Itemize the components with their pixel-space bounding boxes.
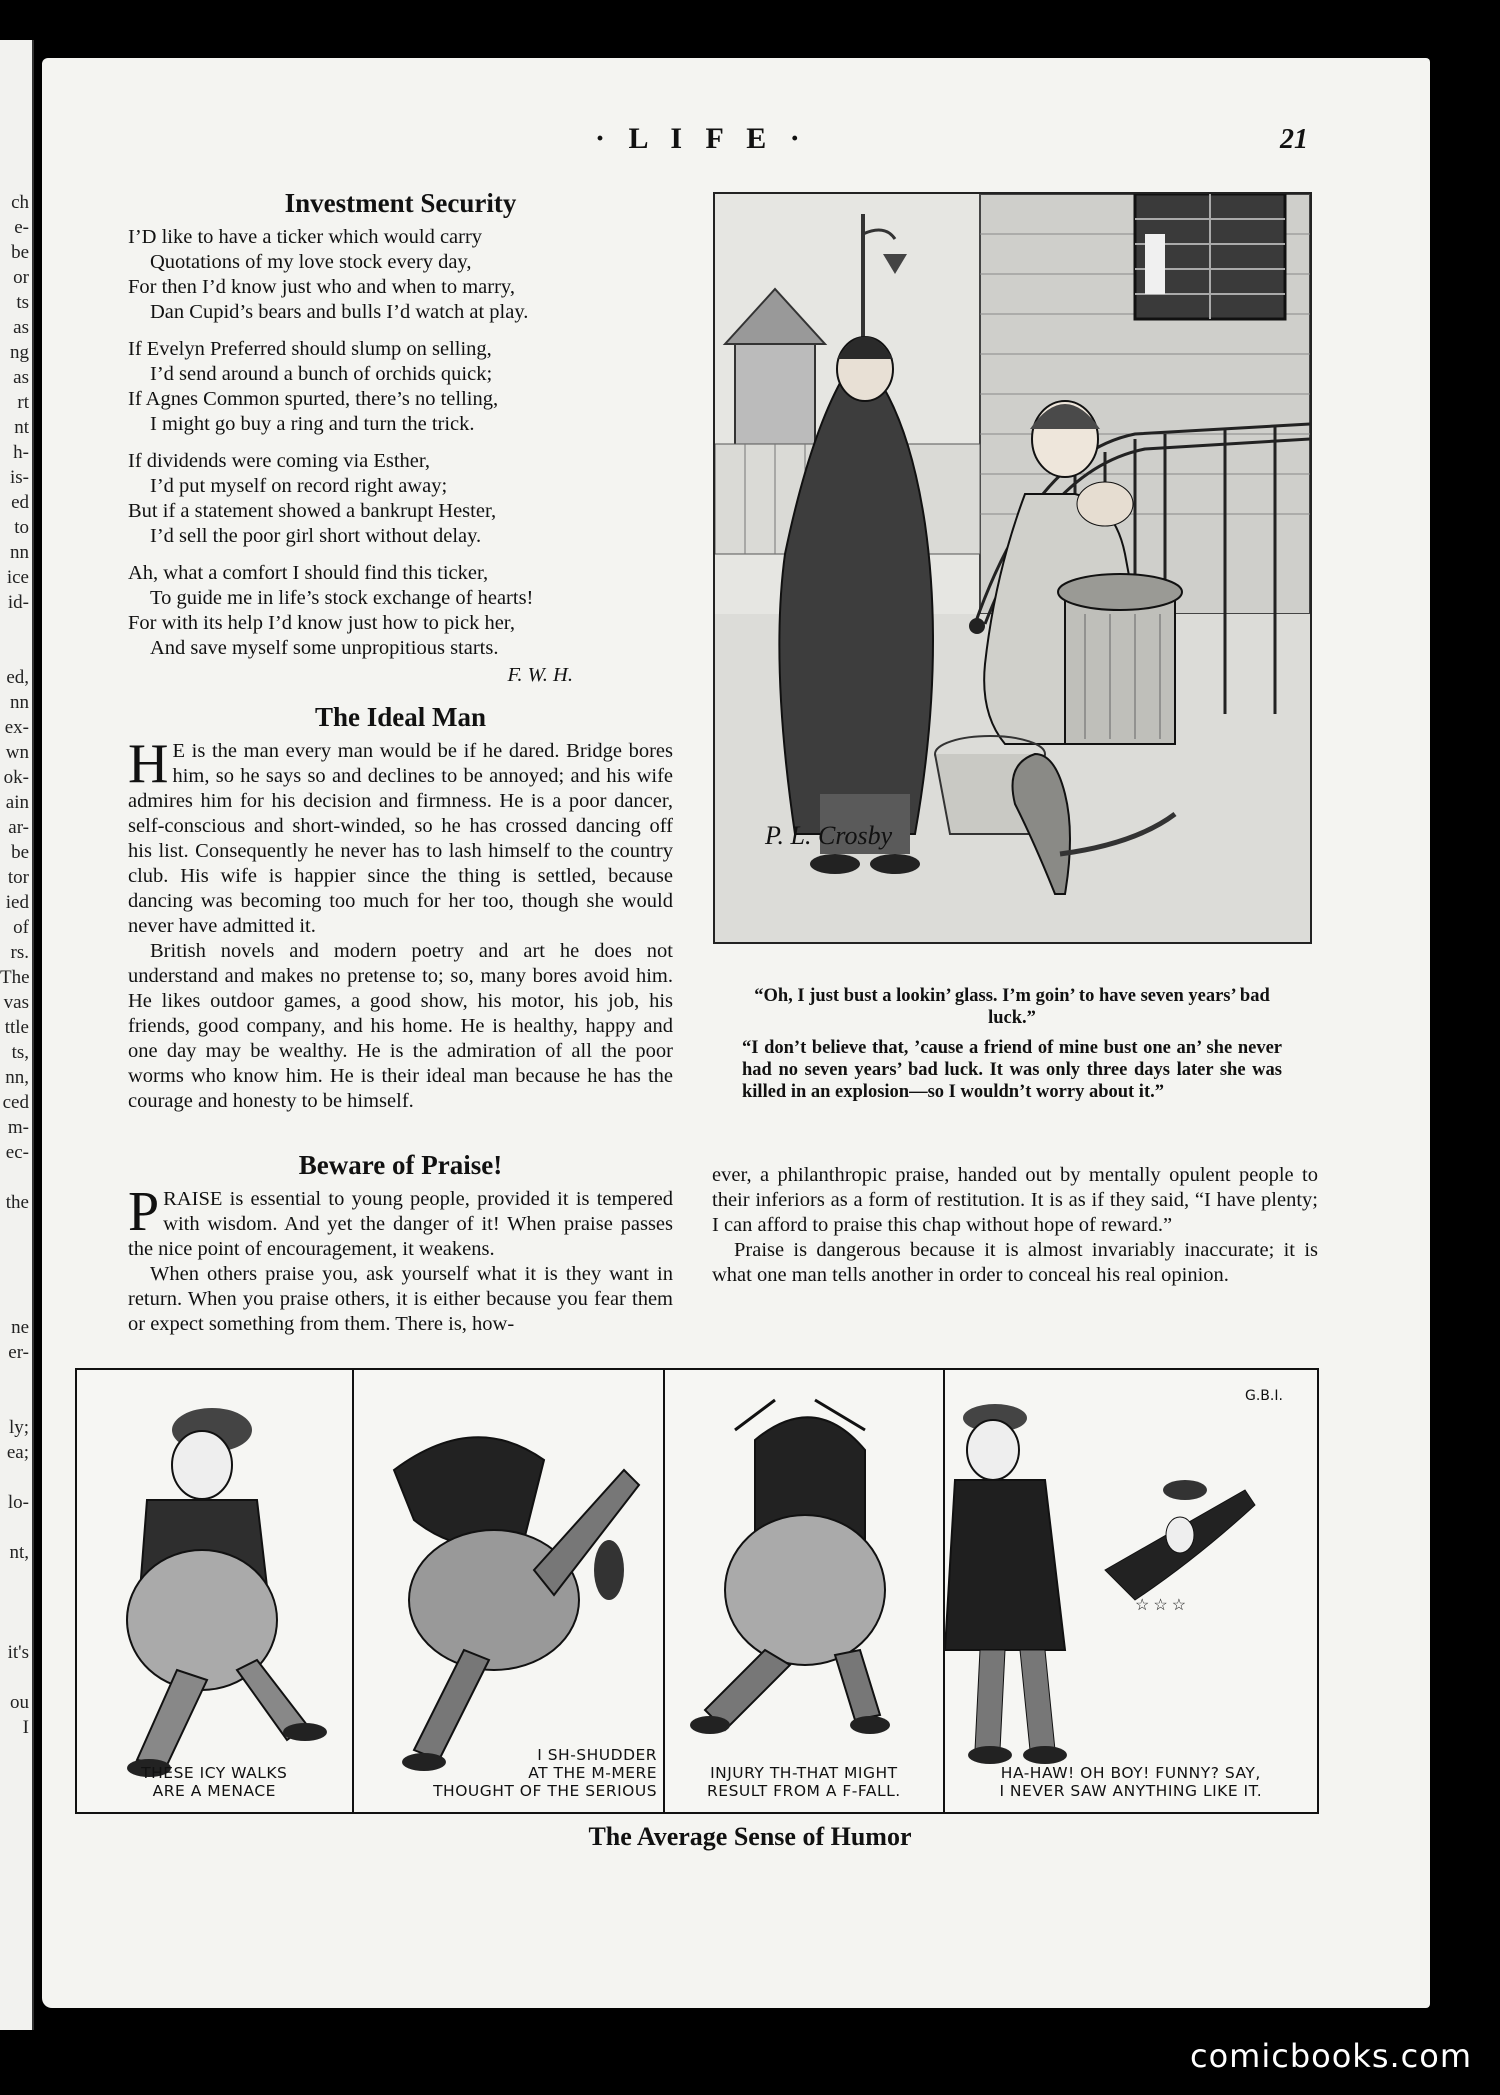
caption-line: “Oh, I just bust a lookin’ glass. I’m goin’ to have seven years’ bad luck.”	[754, 986, 1270, 1028]
caption-line: THESE ICY WALKS	[141, 1764, 288, 1782]
edge-fragment: ly;	[8, 1417, 29, 1438]
edge-fragment: e-	[14, 217, 29, 238]
article-paragraph	[128, 733, 673, 939]
facing-page-edge	[0, 40, 34, 2030]
poem-line: I might go buy a ring and turn the trick.	[150, 413, 475, 435]
poem-line: And save myself some unpropitious starts.	[150, 637, 499, 659]
edge-fragment	[0, 615, 32, 640]
edge-fragment: id-	[7, 592, 29, 613]
poem-line: I’d sell the poor girl short without delay.	[150, 525, 482, 547]
article-paragraph: Praise is dangerous because it is almost invariably inaccurate; it is what one man tells another in order to conceal his real opinion.	[712, 1239, 1318, 1286]
comic-strip	[75, 1368, 1319, 1814]
edge-fragment: ed,	[6, 667, 29, 688]
edge-fragment	[0, 1665, 32, 1690]
edge-fragment	[0, 1165, 32, 1190]
poem-line: I’D like to have a ticker which would carry	[128, 226, 483, 248]
caption-line: ARE A MENACE	[152, 1782, 276, 1800]
poem-stanza	[128, 561, 673, 661]
page-number: 21	[1280, 124, 1308, 155]
edge-fragment	[0, 1365, 32, 1390]
praise-article-right	[712, 1163, 1318, 1288]
caption-line: RESULT FROM A F-FALL.	[707, 1782, 901, 1800]
article-paragraph: British novels and modern poetry and art he does not understand and makes no pretense to; so, many bores avoid him. He likes outdoor games, a good show, his motor, his job, his friends, good company, and his home. He is healthy, happy and one day may be wealthy. He is the admiration of all the poor worms who know him. He is their ideal man because he has the courage and honesty to be himself.	[128, 940, 673, 1112]
edge-fragment: or	[13, 267, 29, 288]
edge-fragment: nn	[10, 542, 29, 563]
edge-fragment: be	[11, 842, 29, 863]
edge-fragment	[0, 1590, 32, 1615]
edge-fragment: ar-	[8, 817, 29, 838]
edge-fragment: ts	[16, 292, 29, 313]
artist-signature: P. L. Crosby	[765, 821, 893, 850]
edge-fragment: nn,	[5, 1067, 29, 1088]
poem-line: Quotations of my love stock every day,	[150, 251, 472, 273]
edge-fragment: nn	[10, 692, 29, 713]
svg-text:☆ ☆ ☆: ☆ ☆ ☆	[1134, 1597, 1186, 1614]
poem-line: If dividends were coming via Esther,	[128, 450, 431, 472]
edge-fragment: I	[22, 1717, 29, 1738]
panel-drawing	[77, 1370, 352, 1812]
edge-fragment: rt	[17, 392, 29, 413]
caption-line: HA-HAW! OH BOY! FUNNY? SAY,	[1000, 1764, 1261, 1782]
article-title: Beware of Praise!	[298, 1150, 503, 1180]
caption-line: THOUGHT OF THE SERIOUS	[433, 1782, 658, 1800]
poem-line: If Agnes Common spurted, there’s no telling,	[128, 388, 499, 410]
poem-line: To guide me in life’s stock exchange of hearts!	[150, 587, 534, 609]
edge-fragment: nt	[14, 417, 29, 438]
edge-fragment: ttle	[4, 1017, 29, 1038]
panel-caption	[433, 1746, 657, 1800]
edge-fragment	[0, 1390, 32, 1415]
edge-fragment: wn	[5, 742, 29, 763]
article-paragraph	[128, 1181, 673, 1262]
comic-panel-4	[945, 1370, 1317, 1812]
edge-fragment: ne	[11, 1317, 29, 1338]
edge-fragment: ch	[11, 192, 29, 213]
edge-fragment: The	[0, 967, 30, 988]
poem-stanza	[128, 225, 673, 325]
edge-fragment: m-	[7, 1117, 29, 1138]
edge-fragment: as	[13, 317, 29, 338]
article-title: The Ideal Man	[314, 702, 487, 732]
edge-fragment: ea;	[6, 1442, 29, 1463]
edge-fragment	[0, 1215, 32, 1240]
edge-fragment: tor	[7, 867, 29, 888]
caption-line: AT THE M-MERE	[528, 1764, 658, 1782]
panel-caption	[665, 1764, 943, 1800]
drop-cap: H	[128, 733, 169, 795]
edge-fragment	[0, 1465, 32, 1490]
edge-fragment: lo-	[7, 1492, 29, 1513]
poem-signature: F. W. H.	[507, 664, 573, 686]
praise-article-left	[128, 1150, 673, 1337]
panel-caption	[77, 1764, 352, 1800]
edge-fragment: vas	[3, 992, 29, 1013]
caption-line: I NEVER SAW ANYTHING LIKE IT.	[999, 1782, 1263, 1800]
poem-line: Ah, what a comfort I should find this ticker,	[128, 562, 489, 584]
cartoon-illustration	[713, 192, 1312, 944]
edge-fragment: rs.	[10, 942, 29, 963]
edge-fragment: ng	[10, 342, 29, 363]
edge-fragment: ice	[6, 567, 29, 588]
edge-fragment: ex-	[4, 717, 29, 738]
edge-fragment: h-	[13, 442, 29, 463]
caption-line: “I don’t believe that, ’cause a friend of mine bust one an’ she never had no seven years’ bad luck. It was only three days later she was killed in an explosion—so I wouldn’t worry about it.”	[742, 1038, 1282, 1102]
edge-fragment	[0, 1515, 32, 1540]
edge-fragment: of	[13, 917, 29, 938]
paragraph-text: RAISE is essential to young people, provided it is tempered with wisdom. And yet the danger of it! When praise passes the nice point of encouragement, it weakens.	[128, 1188, 673, 1260]
edge-fragment: ok-	[3, 767, 29, 788]
comic-panel-1	[77, 1370, 354, 1812]
comic-panel-3	[665, 1370, 945, 1812]
edge-fragment: ain	[5, 792, 29, 813]
poem-line: For with its help I’d know just how to pick her,	[128, 612, 515, 634]
caption-line: I SH-SHUDDER	[537, 1746, 658, 1764]
article-paragraph: When others praise you, ask yourself what it is they want in return. When you praise others, it is either because you fear them or expect something from them. There is, how-	[128, 1263, 673, 1335]
left-column	[128, 188, 673, 1114]
poem-stanza	[128, 337, 673, 437]
panel-caption	[945, 1764, 1317, 1800]
edge-fragment: ied	[5, 892, 29, 913]
poem-title: Investment Security	[284, 188, 517, 218]
article-paragraph: ever, a philanthropic praise, handed out by mentally opulent people to their inferiors as a form of restitution. It is as if they said, “I have plenty; I can afford to praise this chap without hope of reward.”	[712, 1164, 1318, 1236]
poem-line: Dan Cupid’s bears and bulls I’d watch at play.	[150, 301, 529, 323]
drop-cap: P	[128, 1181, 160, 1243]
edge-fragment: is-	[10, 467, 29, 488]
paragraph-text: E is the man every man would be if he dared. Bridge bores him, so he says so and declines to be annoyed; and his wife admires him for his decision and firmness. He is a poor dancer, self-conscious and short-winded, so he has crossed dancing off his list. Consequently he never has to lash himself to the country club. His wife is happier since the thing is settled, because dancing was becoming too much for her too, though she would never have admitted it.	[128, 740, 673, 937]
poem-line: I’d send around a bunch of orchids quick;	[150, 363, 493, 385]
comic-strip-title: The Average Sense of Humor	[588, 1822, 912, 1851]
edge-fragment: nt,	[9, 1542, 29, 1563]
masthead: · L I F E ·	[595, 122, 808, 155]
cartoon-caption	[742, 985, 1282, 1111]
edge-fragment: to	[14, 517, 29, 538]
edge-fragment	[0, 1565, 32, 1590]
edge-fragment: er-	[8, 1342, 29, 1363]
poem-stanza	[128, 449, 673, 549]
edge-fragment: ts,	[11, 1042, 29, 1063]
caption-line: INJURY TH-THAT MIGHT	[710, 1764, 898, 1782]
edge-fragment: the	[5, 1192, 29, 1213]
poem-line: But if a statement showed a bankrupt Hester,	[128, 500, 497, 522]
edge-fragment: be	[11, 242, 29, 263]
edge-fragment: ced	[2, 1092, 29, 1113]
poem-line: If Evelyn Preferred should slump on selling,	[128, 338, 492, 360]
edge-fragment: ec-	[5, 1142, 29, 1163]
poem-line: For then I’d know just who and when to marry,	[128, 276, 515, 298]
edge-fragment	[0, 1615, 32, 1640]
edge-fragment: ou	[10, 1692, 29, 1713]
edge-fragment	[0, 1240, 32, 1265]
illustration-drawing	[715, 194, 1310, 942]
edge-fragment: ed	[11, 492, 29, 513]
strip-signature: G.B.I.	[1244, 1388, 1283, 1404]
edge-fragment: as	[13, 367, 29, 388]
watermark: comicbooks.com	[1189, 2037, 1472, 2075]
panel-drawing	[945, 1370, 1317, 1812]
edge-fragment: it's	[7, 1642, 29, 1663]
edge-fragment	[0, 1265, 32, 1290]
edge-fragment	[0, 640, 32, 665]
edge-fragment	[0, 1290, 32, 1315]
poem-line: I’d put myself on record right away;	[150, 475, 448, 497]
poem	[128, 225, 673, 688]
panel-drawing	[665, 1370, 943, 1812]
comic-panel-2	[354, 1370, 666, 1812]
